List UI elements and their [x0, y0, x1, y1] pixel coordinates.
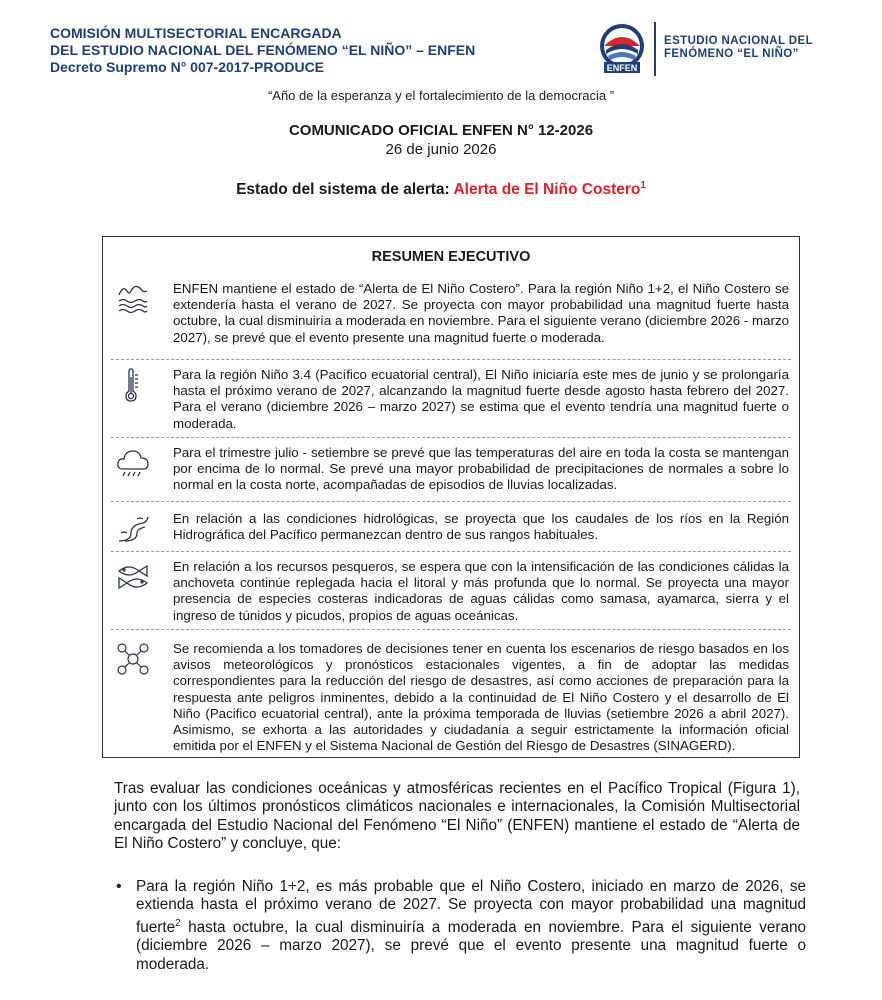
conclusion-text-part2: hasta octubre, la cual disminuiría a moderada en noviembre. Para el siguiente verano (diciembre 2026 – marzo 2027), se prevé que el evento presente una magnitud fuerte o moderada.	[136, 918, 806, 973]
summary-item-text: En relación a los recursos pesqueros, se espera que con la intensificación de las condiciones cálidas la anchoveta continúe replegada hacia el litoral y más profunda que lo normal. Se proyecta una mayor presencia de especies costeras indicadoras de aguas cálidas como samasa, ayamarca, sierra y el ingreso de túnidos y picudos, propios de aguas oceánicas.	[173, 559, 789, 623]
footnote-ref-1: 1	[640, 180, 646, 191]
enfen-logo	[596, 22, 832, 76]
river-icon	[115, 511, 151, 547]
logo-text-line1: ESTUDIO NACIONAL DEL	[664, 35, 813, 47]
summary-item	[111, 445, 795, 497]
communique-title: COMUNICADO OFICIAL ENFEN N° 12-2026	[288, 122, 594, 139]
org-name-line1: COMISIÓN MULTISECTORIAL ENCARGADA	[50, 25, 342, 41]
summary-divider	[111, 359, 791, 360]
executive-summary-box	[102, 236, 800, 758]
summary-item	[111, 281, 795, 351]
year-motto: “Año de la esperanza y el fortalecimiento de la democracia ”	[267, 88, 615, 103]
summary-item	[111, 559, 795, 625]
conclusion-text	[136, 878, 806, 974]
logo-badge-text: ENFEN	[606, 63, 638, 73]
summary-item	[111, 641, 795, 756]
alert-value-text: Alerta de El Niño Costero	[453, 181, 641, 199]
summary-item	[111, 367, 795, 433]
people-network-icon	[115, 641, 151, 677]
summary-divider	[111, 551, 791, 552]
org-name-line2: DEL ESTUDIO NACIONAL DEL FENÓMENO “EL NIÑO” – ENFEN	[50, 42, 476, 58]
summary-item	[111, 511, 795, 547]
summary-divider	[111, 501, 791, 502]
logo-divider	[654, 22, 656, 76]
summary-item-text: ENFEN mantiene el estado de “Alerta de El Niño Costero”. Para la región Niño 1+2, el Niño Costero se extendería hasta el verano de 2027. Se proyecta con mayor probabilidad una magnitud fuerte hasta octubre, la cual disminuiría a moderada en noviembre. Para el siguiente verano (diciembre 2026 - marzo 2027), se prevé que el evento presente una magnitud fuerte o moderada.	[173, 281, 789, 345]
thermometer-icon	[115, 367, 151, 403]
conclusion-text-part1: Para la región Niño 1+2, es más probable que el Niño Costero, iniciado en marzo de 2026, se extienda hasta el próximo verano de 2027. Se proyecta con mayor probabilidad una magnitud fuerte	[136, 878, 806, 936]
body-paragraph: Tras evaluar las condiciones oceánicas y atmosféricas recientes en el Pacífico Tropical (Figura 1), junto con los últimos pronósticos climáticos nacionales e internacionales, la Comisión Multisectorial encargada del Estudio Nacional del Fenómeno “El Niño” (ENFEN) mantiene el estado de “Alerta de El Niño Costero” y concluye, que:	[114, 780, 800, 853]
summary-item-text: Para la región Niño 3.4 (Pacífico ecuatorial central), El Niño iniciaría este mes de junio y se prolongaría hasta el próximo verano de 2027, alcanzando la magnitud fuerte desde agosto hasta febrero del 2027. Para el verano (diciembre 2026 – marzo 2027) se estima que el evento tendría una magnitud fuerte o moderada.	[173, 367, 789, 431]
summary-item-text: Para el trimestre julio - setiembre se prevé que las temperaturas del aire en toda la costa se mantengan por encima de lo normal. Se prevé una mayor probabilidad de precipitaciones de normales a sobre lo normal en la costa norte, acompañadas de episodios de lluvias localizadas.	[173, 445, 789, 493]
summary-divider	[111, 437, 791, 438]
communique-date: 26 de junio 2026	[385, 141, 497, 158]
enfen-globe-logo-icon	[596, 22, 648, 74]
logo-wordmark	[664, 35, 813, 61]
summary-item-text: En relación a las condiciones hidrológicas, se proyecta que los caudales de los ríos en la Región Hidrográfica del Pacífico permanezcan dentro de sus rangos habituales.	[173, 511, 789, 543]
organization-block	[50, 25, 475, 76]
summary-title: RESUMEN EJECUTIVO	[371, 249, 531, 265]
alert-label: Estado del sistema de alerta:	[236, 181, 454, 199]
letterhead	[50, 22, 832, 82]
footnote-ref-2: 2	[175, 917, 181, 929]
logo-text-line2: FENÓMENO “EL NIÑO”	[664, 48, 799, 60]
decree-line: Decreto Supremo N° 007-2017-PRODUCE	[50, 59, 325, 75]
rain-cloud-icon	[115, 445, 151, 481]
ocean-waves-icon	[115, 281, 151, 317]
alert-status	[0, 180, 882, 199]
bullet-marker: •	[116, 878, 122, 895]
summary-divider	[111, 629, 791, 630]
alert-value	[453, 181, 645, 198]
summary-item-text: Se recomienda a los tomadores de decisiones tener en cuenta los escenarios de riesgo basados en los avisos meteorológicos y pronósticos estacionales vigentes, a fin de adoptar las medidas correspondientes para la reducción del riesgo de desastres, así como acciones de preparación para la respuesta ante peligros inminentes, debido a la continuidad de El Niño Costero y el desarrollo de El Niño (Pacifico ecuatorial central), ante la próxima temporada de lluvias (setiembre 2026 a abril 2027). Asimismo, se exhorta a las autoridades y ciudadanía a seguir estrictamente la información oficial emitida por el ENFEN y el Sistema Nacional de Gestión del Riesgo de Desastres (SINAGERD).	[173, 641, 789, 754]
fish-icon	[115, 559, 151, 595]
